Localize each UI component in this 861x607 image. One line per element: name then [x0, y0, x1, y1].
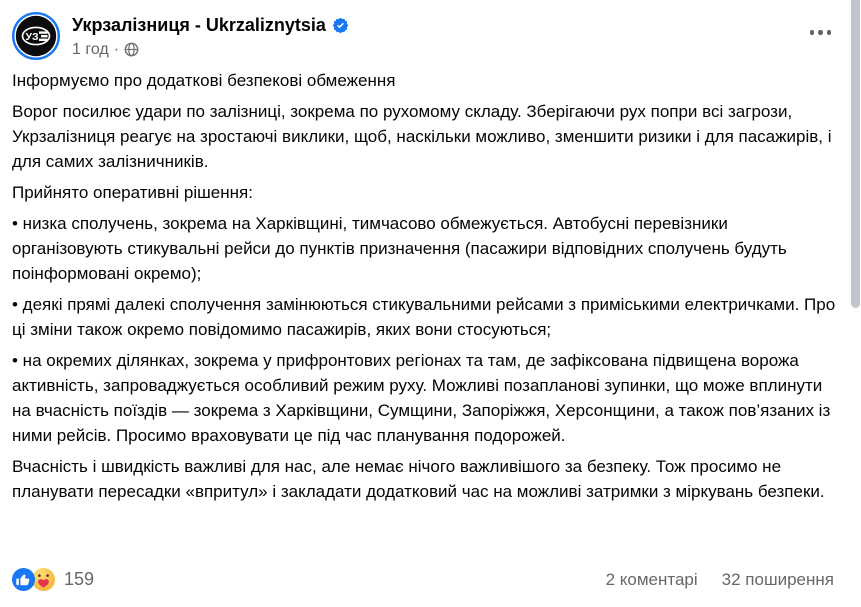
post-paragraph: Вчасність і швидкість важливі для нас, але немає нічого важливішого за безпеку. Тож просимо не планувати пересадки «впритул» і закладати додатковий час на можливі затримки з міркувань безпеки. [12, 457, 825, 501]
scrollbar-track[interactable] [850, 0, 861, 607]
header-text [72, 12, 349, 59]
verified-badge-icon [332, 17, 349, 34]
meta-separator: · [113, 41, 120, 58]
post-paragraph: • деякі прямі далекі сполучення замінюються стикувальними рейсами з приміськими електричками. Про ці зміни також окремо повідомимо пасажирів, яких вони стосуються; [12, 295, 836, 339]
post-header [0, 0, 861, 64]
post-paragraph: Інформуємо про додаткові безпекові обмеження [12, 71, 396, 90]
post-paragraph: Прийнято оперативні рішення: [12, 183, 253, 202]
uz-logo-icon [12, 12, 60, 60]
globe-icon [124, 42, 139, 57]
page-name[interactable]: Укрзалізниця - Ukrzaliznytsia [72, 15, 326, 35]
more-options-button[interactable] [806, 22, 836, 43]
comments-count[interactable]: 2 коментарі [605, 569, 698, 589]
more-options-icon [810, 30, 815, 35]
post-timestamp[interactable]: 1 год [72, 41, 109, 58]
scrollbar-thumb[interactable] [851, 0, 860, 308]
post-meta [72, 40, 349, 59]
engagement-bar [0, 560, 850, 607]
avatar[interactable] [12, 12, 60, 60]
post-paragraph: Ворог посилює удари по залізниці, зокрема по рухомому складу. Зберігаючи рух попри всі загрози, Укрзалізниця реагує на зростаючі виклики, щоб, наскільки можливо, зменшити ризики і для пасажирів, і для самих залізничників. [12, 102, 832, 171]
post-text [0, 64, 861, 504]
like-reaction-icon[interactable] [12, 568, 35, 591]
post-paragraph: • на окремих ділянках, зокрема у прифронтових регіонах та там, де зафіксована підвищена ворожа активність, запроваджується особливий режим руху. Можливі позапланові зупинки, що може вплинути на вчасність поїздів — зокрема з Харківщини, Сумщини, Запоріжжя, Херсонщини, а також пов’язаних із ними рейсів. Просимо враховувати це під час планування подорожей. [12, 351, 831, 445]
reaction-count[interactable]: 159 [64, 569, 95, 589]
shares-count[interactable]: 32 поширення [721, 569, 834, 589]
post-stats [606, 570, 834, 590]
post-paragraph: • низка сполучень, зокрема на Харківщині, тимчасово обмежується. Автобусні перевізники організовують стикувальні рейси до пунктів призначення (пасажири відповідних сполучень будуть поінформовані окремо); [12, 214, 787, 283]
care-reaction-icon[interactable] [32, 568, 55, 591]
reactions-summary[interactable] [12, 568, 94, 591]
svg-text:УЗ: УЗ [25, 31, 39, 43]
